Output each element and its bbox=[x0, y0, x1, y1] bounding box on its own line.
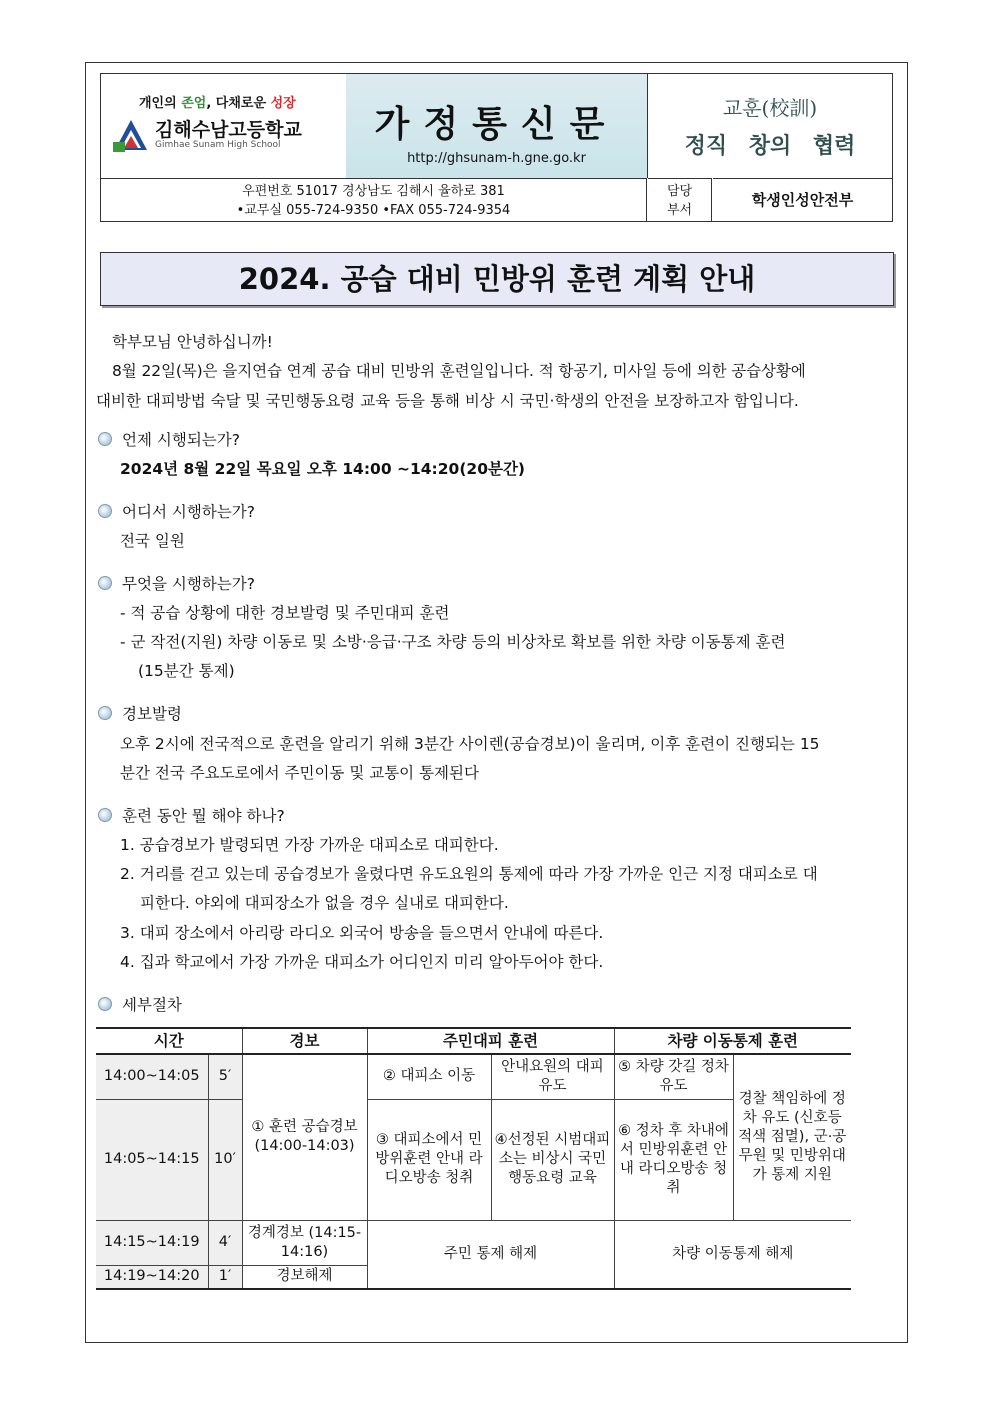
alarm-cell: ① 훈련 공습경보 (14:00-14:03) bbox=[242, 1054, 367, 1220]
vehicle-cell: ⑤ 차량 갓길 정차 유도 bbox=[614, 1054, 733, 1099]
motto-label: 교훈(校訓) bbox=[722, 96, 818, 120]
school-emblem-icon bbox=[113, 118, 149, 152]
section-line: - 적 공습 상황에 대한 경보발령 및 주민대피 훈련 bbox=[120, 604, 450, 622]
newsletter-title: 가정통신문 bbox=[374, 104, 619, 145]
school-logo bbox=[113, 118, 302, 152]
school-name: 김해수남고등학교 bbox=[155, 119, 302, 141]
motto-cell bbox=[648, 74, 892, 178]
table-row bbox=[96, 1054, 851, 1099]
address: 우편번호 51017 경상남도 김해시 율하로 381 bbox=[242, 184, 505, 199]
section-line: 2. 거리를 걷고 있는데 공습경보가 울렸다면 유도요원의 통제에 따라 가장 가까운 인근 지정 대피소로 대 bbox=[120, 865, 818, 883]
section-line: 전국 일원 bbox=[120, 532, 185, 550]
greeting: 학부모님 안녕하십니까! bbox=[112, 333, 273, 351]
duration-cell: 10′ bbox=[208, 1099, 242, 1220]
section-line: 오후 2시에 전국적으로 훈련을 알리기 위해 3분간 사이렌(공습경보)이 울리며, 이후 훈련이 진행되는 15 bbox=[120, 735, 820, 753]
time-cell: 14:19~14:20 bbox=[96, 1265, 208, 1289]
newsletter-title-cell bbox=[346, 74, 648, 178]
header-vehicle: 차량 이동통제 훈련 bbox=[614, 1028, 851, 1054]
intro-line: 8월 22일(목)은 을지연습 연계 공습 대비 민방위 훈련일입니다. 적 항공기, 미사일 등에 의한 공습상황에 bbox=[112, 362, 806, 380]
section-heading: 세부절차 bbox=[98, 991, 182, 1020]
section-line: 4. 집과 학교에서 가장 가까운 대피소가 어디인지 미리 알아두어야 한다. bbox=[120, 953, 604, 971]
time-cell: 14:00~14:05 bbox=[96, 1054, 208, 1099]
section-heading: 무엇을 시행하는가? bbox=[98, 570, 255, 599]
time-cell: 14:05~14:15 bbox=[96, 1099, 208, 1220]
bullet-icon bbox=[98, 576, 112, 590]
alarm-cell: 경계경보 (14:15-14:16) bbox=[242, 1220, 367, 1265]
evac-cell: ② 대피소 이동 bbox=[367, 1054, 491, 1099]
time-cell: 14:15~14:19 bbox=[96, 1220, 208, 1265]
document-title: 2024. 공습 대비 민방위 훈련 계획 안내 bbox=[100, 252, 894, 306]
section-line: 2024년 8월 22일 목요일 오후 14:00 ~14:20(20분간) bbox=[120, 460, 526, 478]
dept-label: 담당 부서 bbox=[648, 178, 712, 221]
header-time: 시간 bbox=[96, 1028, 242, 1054]
evac-cell: ③ 대피소에서 민방위훈련 안내 라디오방송 청취 bbox=[367, 1099, 491, 1220]
section-heading: 언제 시행되는가? bbox=[98, 426, 240, 455]
header-alarm: 경보 bbox=[242, 1028, 367, 1054]
letterhead bbox=[100, 73, 893, 222]
section-line: 분간 전국 주요도로에서 주민이동 및 교통이 통제된다 bbox=[120, 764, 479, 782]
section-line: 1. 공습경보가 발령되면 가장 가까운 대피소로 대피한다. bbox=[120, 836, 499, 854]
school-name-en: Gimhae Sunam High School bbox=[155, 140, 281, 150]
bullet-icon bbox=[98, 808, 112, 822]
duration-cell: 4′ bbox=[208, 1220, 242, 1265]
table-row bbox=[96, 1220, 851, 1265]
vehicle-cell: ⑥ 정차 후 차내에서 민방위훈련 안내 라디오방송 청취 bbox=[614, 1099, 733, 1220]
vehicle-cell: 경찰 책임하에 정차 유도 (신호등 적색 점멸), 군·공무원 및 민방위대가 통제 지원 bbox=[733, 1054, 851, 1220]
school-logo-cell bbox=[101, 74, 347, 178]
section-heading: 훈련 동안 뭘 해야 하나? bbox=[98, 802, 285, 831]
schedule-table bbox=[96, 1027, 851, 1290]
table-header-row bbox=[96, 1028, 851, 1054]
section-line: - 군 작전(지원) 차량 이동로 및 소방·응급·구조 차량 등의 비상차로 확보를 위한 차량 이동통제 훈련 bbox=[120, 633, 786, 651]
header-evacuation: 주민대피 훈련 bbox=[367, 1028, 614, 1054]
address-cell bbox=[101, 178, 647, 221]
duration-cell: 5′ bbox=[208, 1054, 242, 1099]
section-heading: 경보발령 bbox=[98, 700, 182, 729]
intro-line: 대비한 대피방법 숙달 및 국민행동요령 교육 등을 통해 비상 시 국민·학생의 안전을 보장하고자 함입니다. bbox=[96, 392, 799, 410]
evac-cell: 주민 통제 해제 bbox=[367, 1220, 614, 1289]
phones: •교무실 055-724-9350 •FAX 055-724-9354 bbox=[236, 203, 511, 218]
bullet-icon bbox=[98, 432, 112, 446]
section-line: 3. 대피 장소에서 아리랑 라디오 외국어 방송을 들으면서 안내에 따른다. bbox=[120, 924, 604, 942]
section-line: (15분간 통제) bbox=[138, 662, 235, 680]
motto: 정직 창의 협력 bbox=[684, 133, 856, 159]
bullet-icon bbox=[98, 504, 112, 518]
alarm-cell: 경보해제 bbox=[242, 1265, 367, 1289]
school-url[interactable]: http://ghsunam-h.gne.go.kr bbox=[407, 151, 586, 166]
department: 학생인성안전부 bbox=[713, 178, 892, 222]
slogan: 개인의 존엄, 다채로운 성장 bbox=[139, 96, 296, 111]
duration-cell: 1′ bbox=[208, 1265, 242, 1289]
evac-cell: ④선정된 시범대피소는 비상시 국민행동요령 교육 bbox=[491, 1099, 614, 1220]
vehicle-cell: 차량 이동통제 해제 bbox=[614, 1220, 851, 1289]
section-heading: 어디서 시행하는가? bbox=[98, 498, 255, 527]
section-line: 피한다. 야외에 대피장소가 없을 경우 실내로 대피한다. bbox=[140, 894, 509, 912]
bullet-icon bbox=[98, 706, 112, 720]
bullet-icon bbox=[98, 997, 112, 1011]
evac-cell: 안내요원의 대피 유도 bbox=[491, 1054, 614, 1099]
